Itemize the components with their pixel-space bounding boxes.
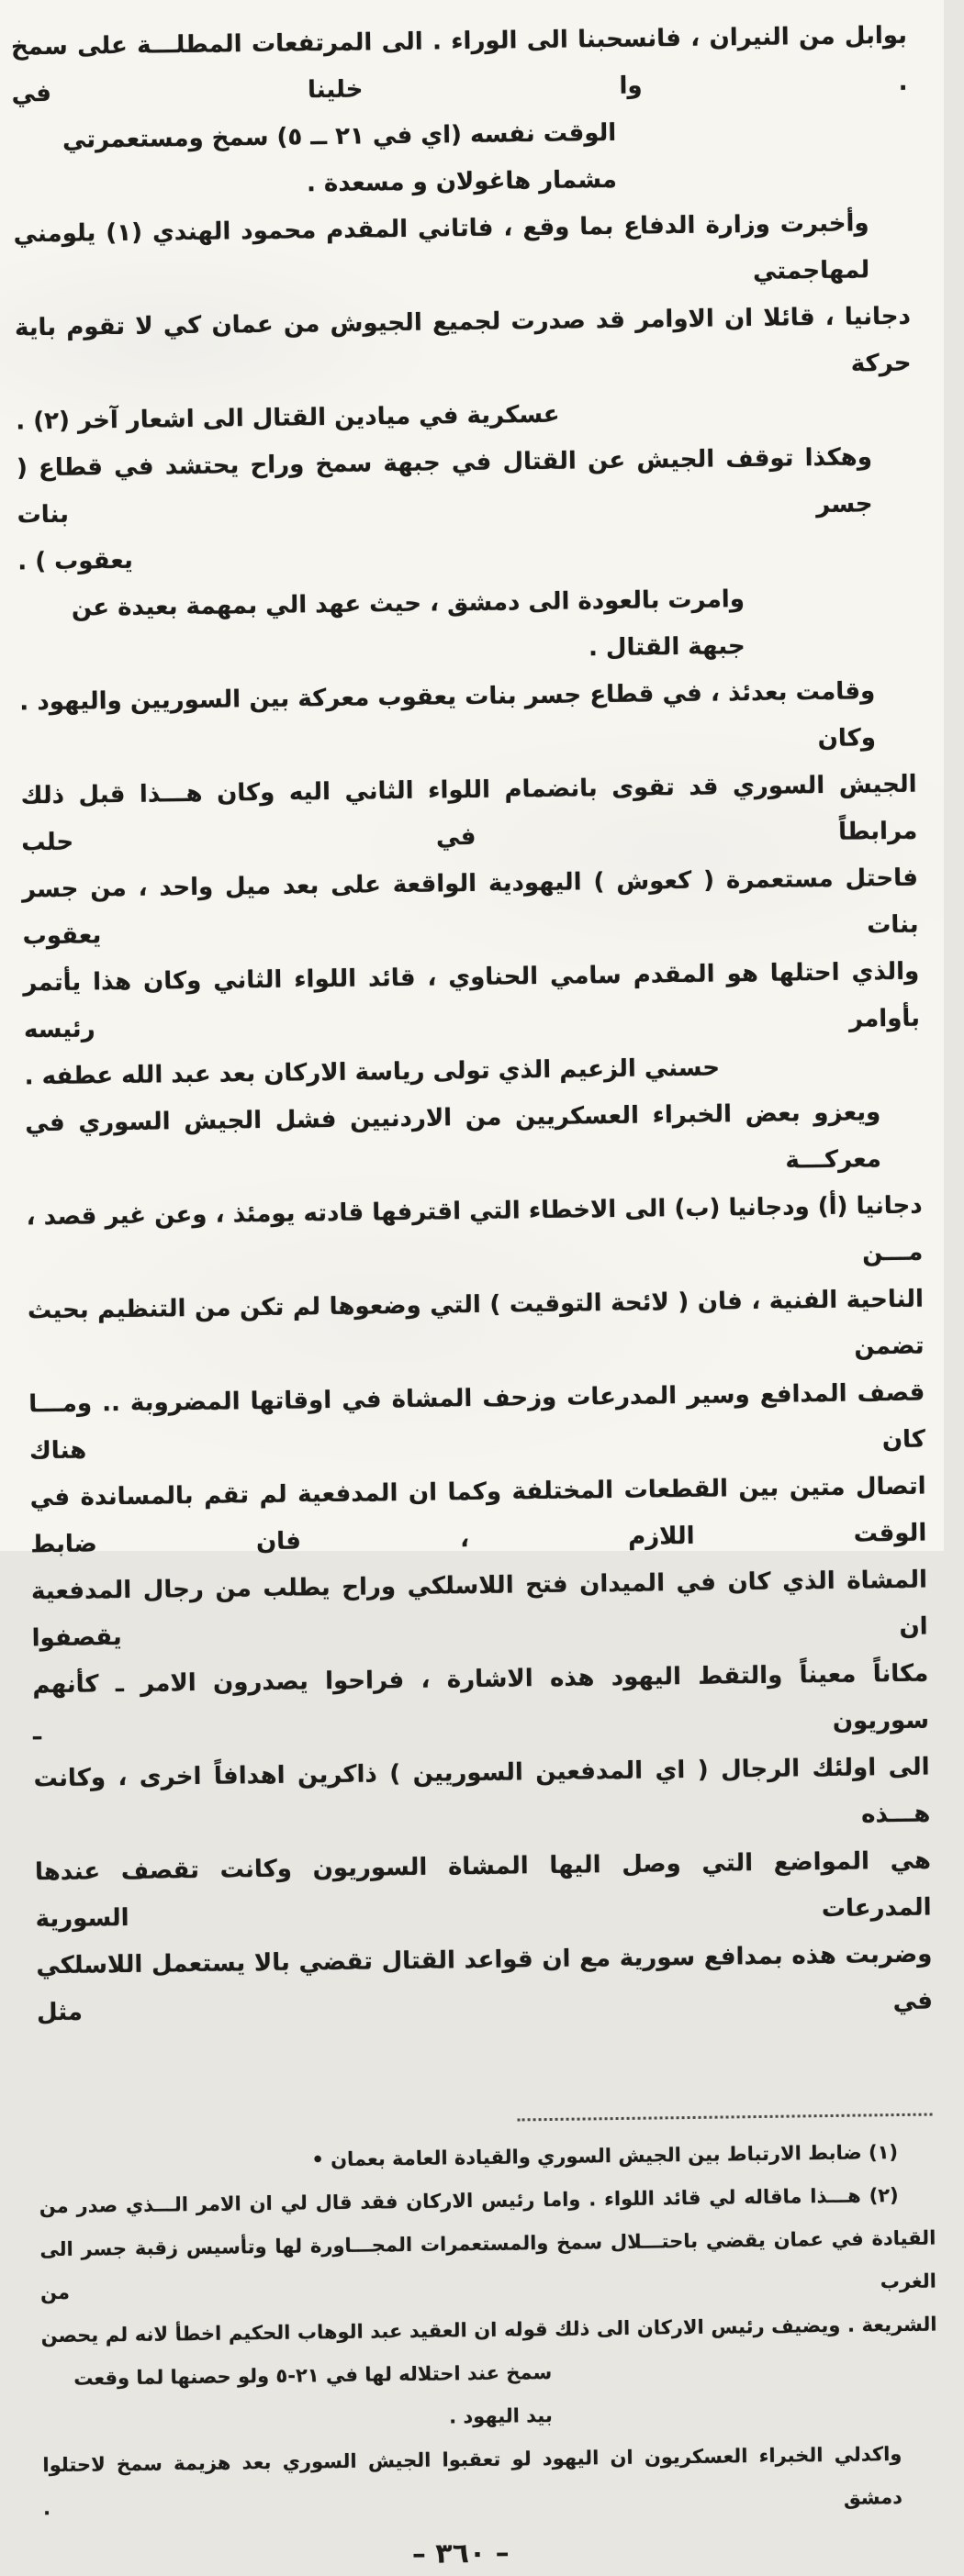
footnote-line: القيادة في عمان يقضي باحتـــلال سمخ والمستعمرات المجـــاورة لها وتأسيس زقبة جسر الى الغرب من [39, 2226, 937, 2304]
body-line: اتصال متين بين القطعات المختلفة وكما ان المدفعية لم تقم بالمساندة في الوقت اللازم ، فان ضابط [29, 1472, 927, 1559]
body-line: الوقت نفسه (اي في ٢١ ــ ٥) سمخ ومستعمرتي مشمار هاغولان و مسعدة . [62, 118, 618, 198]
page-number: – ٣٦٠ – [411, 2537, 510, 2570]
body-line: وأخبرت وزارة الدفاع بما وقع ، فاتاني المقدم محمود الهندي (١) يلومني لمهاجمتي [13, 209, 870, 285]
body-line: مكاناً معيناً والتقط اليهود هذه الاشارة ، فراحوا يصدرون الامر ـ كأنهم سوريون ـ [32, 1659, 930, 1746]
body-line: الناحية الفنية ، فان ( لائحة التوقيت ) التي وضعوها لم تكن من التنظيم بحيث تضمن [27, 1285, 925, 1361]
body-line: وامرت بالعودة الى دمشق ، حيث عهد الي بمهمة بعيدة عن جبهة القتال . [71, 585, 745, 663]
footnotes-block [39, 2131, 939, 2531]
body-line: والذي احتلها هو المقدم سامي الحناوي ، قائد اللواء الثاني وكان هذا يأتمر بأوامر رئيسه [23, 957, 921, 1044]
body-line: وضربت هذه بمدافع سورية مع ان قواعد القتال تقضي بالا يستعمل اللاسلكي في مثل [36, 1940, 934, 2027]
body-line: قصف المدافع وسير المدرعات وزحف المشاة في اوقاتها المضروبة .. ومـــا كان هناك [28, 1378, 926, 1466]
body-line: عسكرية في ميادين القتال الى اشعار آخر (٢) . [16, 400, 560, 436]
body-line: وهكذا توقف الجيش عن القتال في جبهة سمخ وراح يحتشد في قطاع ( جسر بنات [16, 443, 873, 530]
body-line: هي المواضع التي وصل اليها المشاة السوريون وكانت تقصف عندها المدرعات السورية [34, 1846, 932, 1934]
body-line: فاحتل مستعمرة ( كعوش ) اليهودية الواقعة على بعد ميل واحد ، من جسر بنات يعقوب [21, 864, 919, 951]
footnote-line: (٢) هـــذا ماقاله لي قائد اللواء . واما رئيس الاركان فقد قال لي ان الامر الـــذي صدر من [39, 2184, 899, 2218]
body-line: الى اولئك الرجال ( اي المدفعين السوريين ) ذاكرين اهدافاً اخرى ، وكانت هـــذه [33, 1753, 931, 1829]
body-line: حسني الزعيم الذي تولى رياسة الاركان بعد عبد الله عطفه . [24, 1054, 721, 1091]
body-line: المشاة الذي كان في الميدان فتح اللاسلكي وراح يطلب من رجال المدفعية ان يقصفوا [30, 1566, 928, 1653]
footnote-line: واكدلي الخبراء العسكريون ان اليهود لو تعقبوا الجيش السوري بعد هزيمة سمخ لاحتلوا دمشق . [42, 2443, 903, 2520]
body-line: دجانيا ، قائلا ان الاوامر قد صدرت لجميع الجيوش من عمان كي لا تقوم باية حركة [14, 302, 912, 378]
body-line: دجانيا (أ) ودجانيا (ب) الى الاخطاء التي اقترفها قادته يومئذ ، وعن غير قصد ، مـــن [26, 1191, 924, 1267]
body-line: بوابل من النيران ، فانسحبنا الى الوراء . الى المرتفعات المطلـــة على سمخ . وا خلينا في [10, 21, 908, 108]
body-line: يعقوب ) . [17, 546, 133, 576]
body-line: الجيش السوري قد تقوى بانضمام اللواء الثاني اليه وكان هـــذا قبل ذلك مرابطاً في حلب [20, 770, 918, 857]
body-text-block [11, 13, 934, 2037]
footnote-separator [518, 2113, 933, 2122]
body-line: وقامت بعدئذ ، في قطاع جسر بنات يعقوب معركة بين السوريين واليهود . وكان [19, 677, 877, 753]
footnote-line: الشريعة . ويضيف رئيس الاركان الى ذلك قوله ان العقيد عبد الوهاب الحكيم اخطأ لانه لم يحصن [40, 2313, 937, 2347]
body-line: ويعزو بعض الخبراء العسكريين من الاردنيين فشل الجيش السوري في معركـــة [25, 1098, 882, 1175]
footnote-line: (١) ضابط الارتباط بين الجيش السوري والقيادة العامة بعمان • [311, 2141, 899, 2171]
footnote-line: سمخ عند احتلاله لها في ٢١-٥ ولو حصنها لما وقعت بيد اليهود . [73, 2360, 553, 2428]
